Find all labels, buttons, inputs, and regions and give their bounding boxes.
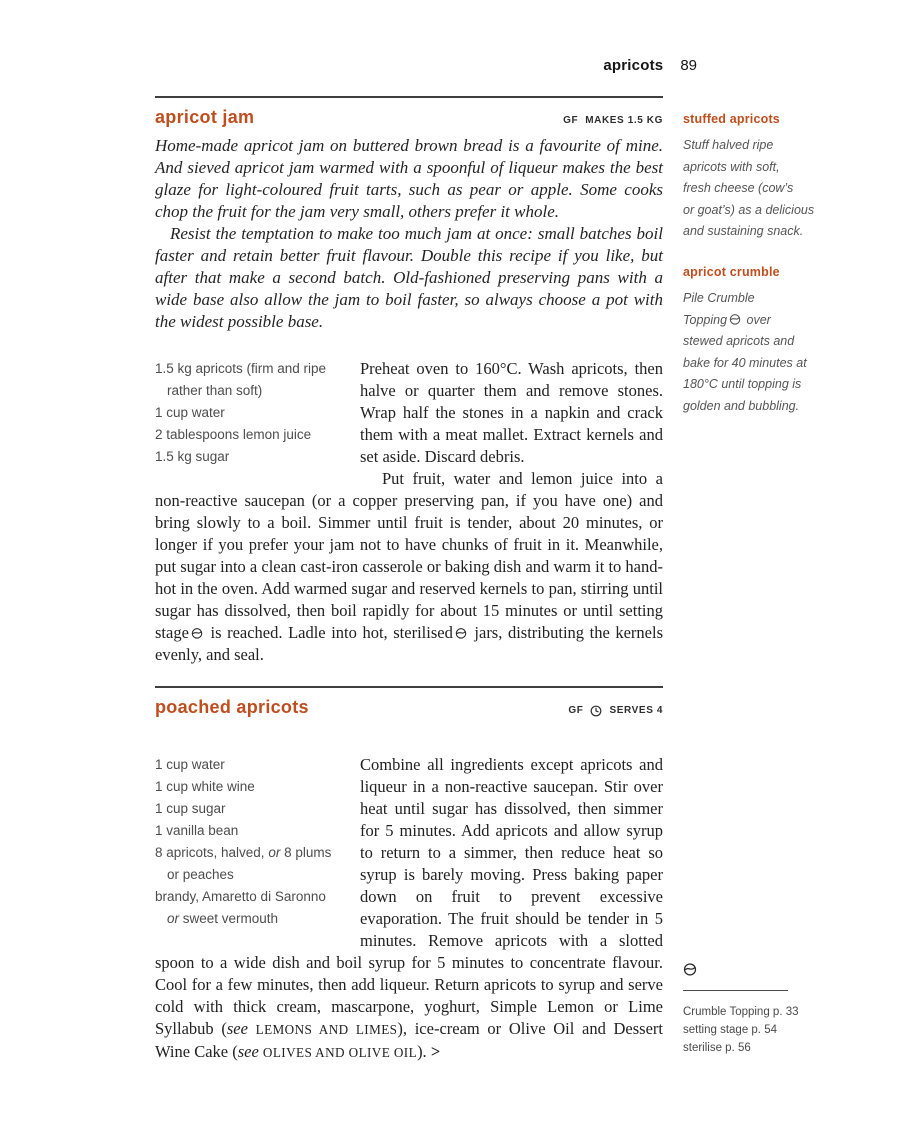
ingredient-item: 8 apricots, halved, or 8 plums	[155, 845, 332, 860]
margin-note-stuffed-apricots	[683, 112, 823, 243]
recipe-apricot-jam	[155, 96, 663, 666]
ref-item: sterilise p. 56	[683, 1042, 751, 1054]
ingredient-item: 1 cup water	[155, 405, 225, 420]
intro-paragraph: Home-made apricot jam on buttered brown bread is a favourite of mine. And sieved apricot jam warmed with a spoonful of liqueur makes the best glaze for light-coloured fruit tarts, such as pear or apple. Some cooks chop the fruit for the jam very small, others prefer it whole.	[155, 136, 663, 221]
recipe-body	[155, 358, 663, 666]
ingredient-item: rather than soft)	[167, 383, 263, 398]
gluten-free-badge: GF	[563, 115, 579, 126]
ingredient-item: brandy, Amaretto di Saronno	[155, 889, 326, 904]
crossref-icon	[683, 962, 697, 976]
recipe-body	[155, 754, 663, 1064]
ingredient-item: 1.5 kg apricots (firm and ripe	[155, 361, 327, 376]
ref-item: setting stage p. 54	[683, 1024, 777, 1036]
gluten-free-badge: GF	[568, 705, 584, 716]
clock-icon	[590, 705, 602, 717]
method-paragraph: Combine all ingredients except apricots and liqueur in a non-reactive saucepan. Stir over heat until sugar has dissolved, then simmer for 5 minutes. Add apricots and allow syrup to return to a simmer, then reduce heat so syrup is barely moving. Press baking paper down on fruit to prevent excessive evaporation. The fruit should be tender in 5 minutes. Remove apricots with a slotted spoon to a wide dish and boil syrup for 5 minutes to concentrate flavour. Cool for a few minutes, then add liqueur. Return apricots to syrup and serve cold with thick cream, mascarpone, yoghurt, Simple Lemon or Lime Syllabub (see LEMONS AND LIMES), ice-cream or Olive Oil and Dessert Wine Cake (see OLIVES AND OLIVE OIL). >	[155, 755, 663, 1061]
continued-arrow: >	[430, 1042, 441, 1061]
ingredient-list	[155, 754, 335, 944]
margin-note-body: Stuff halved ripe apricots with soft, fresh cheese (cow’s or goat’s) as a delicious and sustaining snack.	[683, 138, 815, 238]
cross-reference-block	[683, 962, 823, 1057]
recipe-meta	[568, 705, 663, 717]
method-paragraph: Put fruit, water and lemon juice into a non-reactive saucepan (or a copper preserving pan, if you have one) and bring slowly to a boil. Simmer until fruit is tender, about 20 minutes, or longer if you prefer your jam not to have chunks of fruit in it. Meanwhile, put sugar into a clean cast-iron casserole or baking dish and warm it to hand-hot in the oven. Add warmed sugar and reserved kernels to pan, stirring until sugar has dissolved, then boil rapidly for about 15 minutes or until setting stage is reached. Ladle into hot, sterilised jars, distributing the kernels evenly, and seal.	[155, 469, 663, 664]
ingredient-item: or sweet vermouth	[167, 911, 279, 926]
ingredient-list	[155, 358, 335, 484]
refs-divider	[683, 990, 788, 991]
margin-note-title: stuffed apricots	[683, 112, 780, 126]
ingredient-item: 2 tablespoons lemon juice	[155, 427, 312, 442]
section-divider	[155, 96, 663, 98]
recipe-meta	[563, 115, 663, 126]
ingredient-item: 1 cup sugar	[155, 801, 226, 816]
recipe-intro	[155, 135, 663, 333]
crossref-icon	[191, 627, 203, 639]
yield-label: MAKES 1.5 KG	[585, 115, 663, 126]
refs-list	[683, 1003, 823, 1057]
crossref-icon	[729, 313, 741, 325]
ingredient-item: or peaches	[167, 867, 234, 882]
margin-note-apricot-crumble	[683, 265, 823, 417]
ingredient-item: 1 vanilla bean	[155, 823, 239, 838]
recipe-header	[155, 697, 663, 718]
recipe-title: poached apricots	[155, 697, 309, 717]
ingredient-item: 1.5 kg sugar	[155, 449, 230, 464]
recipe-header	[155, 107, 663, 128]
method-paragraph: Preheat oven to 160°C. Wash apricots, then halve or quarter them and remove stones. Wrap half the stones in a napkin and crack them with a meat mallet. Extract kernels and set aside. Discard debris.	[360, 359, 663, 466]
margin-note-body: Pile Crumble Topping over stewed apricots and bake for 40 minutes at 180°C until topping is golden and bubbling.	[683, 291, 807, 413]
recipe-title: apricot jam	[155, 107, 255, 127]
serves-label: SERVES 4	[609, 705, 663, 716]
ref-item: Crumble Topping p. 33	[683, 1006, 799, 1018]
chapter-label: apricots	[603, 57, 664, 74]
running-head	[603, 57, 697, 74]
section-divider	[155, 686, 663, 688]
crossref-icon	[455, 627, 467, 639]
margin-note-title: apricot crumble	[683, 265, 780, 279]
ingredient-item: 1 cup white wine	[155, 779, 255, 794]
recipe-poached-apricots	[155, 686, 663, 1064]
page-number: 89	[680, 57, 697, 74]
intro-paragraph: Resist the temptation to make too much jam at once: small batches boil faster and retain better fruit flavour. Double this recipe if you like, but after that make a second batch. Old-fashioned preserving pans with a wide base also allow the jam to boil faster, so always choose a pot with the widest possible base.	[155, 224, 663, 331]
ingredient-item: 1 cup water	[155, 757, 225, 772]
